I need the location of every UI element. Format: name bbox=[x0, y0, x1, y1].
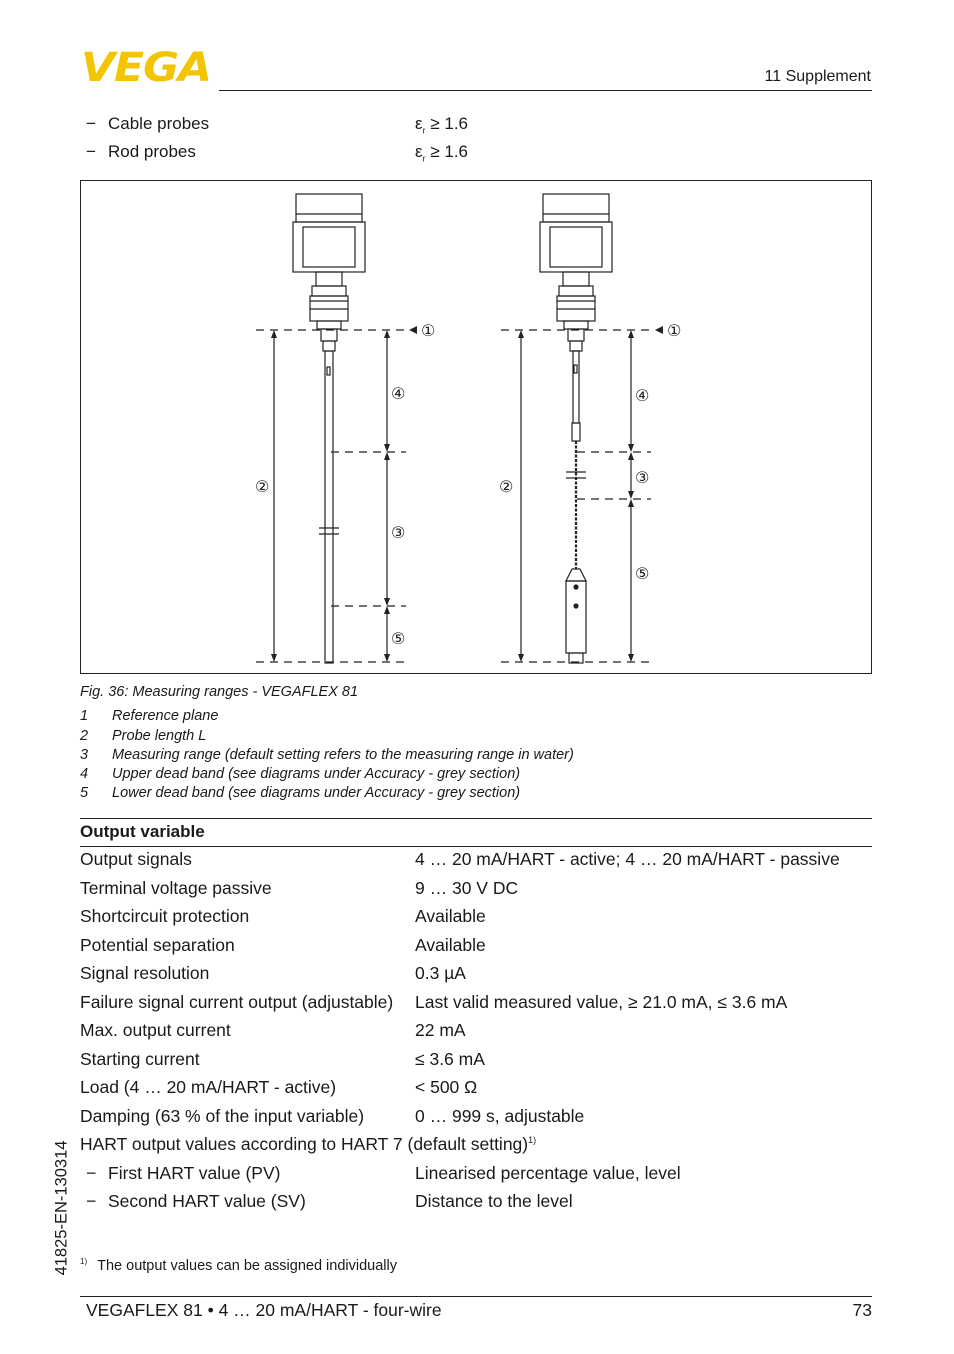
marker-1-left: ① bbox=[421, 321, 436, 340]
spec-row: Output signals 4 … 20 mA/HART - active; 4 … 20 mA/HART - passive bbox=[80, 849, 840, 869]
section-title-rule bbox=[80, 846, 872, 847]
spec-row: Starting current ≤ 3.6 mA bbox=[80, 1049, 485, 1069]
spec-cable-probes-value: $\varepsilon_r \ge 1.6$ bbox=[415, 114, 469, 136]
legend-item: 2 Probe length L bbox=[80, 728, 207, 744]
spec-row: Signal resolution 0.3 µA bbox=[80, 963, 466, 983]
marker-4-right: ④ bbox=[635, 386, 650, 405]
footer-product: VEGAFLEX 81 • 4 … 20 mA/HART - four-wire bbox=[86, 1300, 442, 1320]
figure-caption: Fig. 36: Measuring ranges - VEGAFLEX 81 bbox=[80, 684, 359, 700]
hart-heading: HART output values according to HART 7 (default setting)$^{1)}$ bbox=[80, 1134, 537, 1154]
marker-1-right: ① bbox=[667, 321, 682, 340]
marker-5-right: ⑤ bbox=[635, 564, 650, 583]
spec-cable-probes: − Cable probes bbox=[86, 114, 210, 133]
legend-item: 3 Measuring range (default setting refers to the measuring range in water) bbox=[80, 747, 574, 763]
section-top-rule bbox=[80, 818, 872, 819]
footnote: $^{1)}$ The output values can be assigned individually bbox=[80, 1257, 397, 1274]
spec-row: Max. output current 22 mA bbox=[80, 1020, 466, 1040]
spec-row: Potential separation Available bbox=[80, 935, 486, 955]
section-title: Output variable bbox=[80, 822, 205, 841]
document-code: 41825-EN-130314 bbox=[52, 1140, 71, 1276]
measuring-range-drawing bbox=[81, 181, 873, 675]
spec-row: Load (4 … 20 mA/HART - active) < 500 Ω bbox=[80, 1077, 478, 1097]
marker-2-left: ② bbox=[255, 477, 270, 496]
marker-2-right: ② bbox=[499, 477, 514, 496]
spec-rod-probes-value: $\varepsilon_r \ge 1.6$ bbox=[415, 142, 469, 164]
marker-5-left: ⑤ bbox=[391, 629, 406, 648]
svg-text:VEGA: VEGA bbox=[81, 50, 211, 84]
legend-item: 1 Reference plane bbox=[80, 708, 219, 724]
spec-row: Damping (63 % of the input variable) 0 … 999 s, adjustable bbox=[80, 1106, 585, 1126]
hart-row: − Second HART value (SV) Distance to the level bbox=[86, 1191, 573, 1211]
spec-row: Failure signal current output (adjustable) Last valid measured value, ≥ 21.0 mA, ≤ 3.6 mA bbox=[80, 992, 788, 1012]
legend-item: 4 Upper dead band (see diagrams under Accuracy - grey section) bbox=[80, 766, 521, 782]
section-label: 11 Supplement bbox=[764, 68, 871, 85]
legend-item: 5 Lower dead band (see diagrams under Accuracy - grey section) bbox=[80, 785, 521, 801]
page-number: 73 bbox=[852, 1300, 872, 1320]
spec-row: Shortcircuit protection Available bbox=[80, 906, 486, 926]
spec-row: Terminal voltage passive 9 … 30 V DC bbox=[80, 878, 519, 898]
rod-probe-drawing bbox=[293, 194, 365, 663]
hart-row: − First HART value (PV) Linearised percentage value, level bbox=[86, 1163, 681, 1183]
spec-rod-probes: − Rod probes bbox=[86, 142, 196, 161]
figure-box bbox=[80, 180, 872, 674]
marker-3-left: ③ bbox=[391, 523, 406, 542]
footer-rule bbox=[80, 1296, 872, 1297]
marker-3-right: ③ bbox=[635, 468, 650, 487]
vega-logo bbox=[81, 50, 213, 84]
marker-4-left: ④ bbox=[391, 384, 406, 403]
cable-probe-drawing bbox=[540, 194, 612, 663]
header-rule bbox=[219, 90, 872, 91]
